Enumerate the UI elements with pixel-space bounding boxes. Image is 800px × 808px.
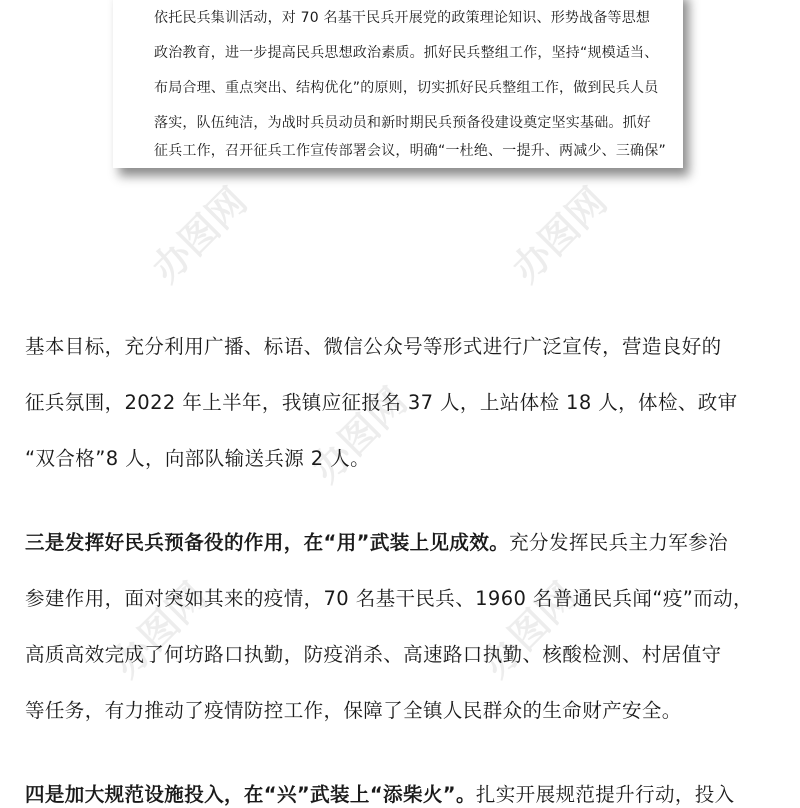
- paragraph-text: 扎实开展规范提升行动，投入: [475, 783, 735, 806]
- paragraph-text: 充分发挥民兵主力军参治: [509, 531, 729, 554]
- card-text-line: 布局合理、重点突出、结构优化”的原则，切实抓好民兵整组工作，做到民兵人员: [154, 80, 659, 96]
- section-heading: 四是加大规范设施投入，在“兴”武装上“添柴火”。: [25, 783, 476, 806]
- paragraph-line: 基本目标，充分利用广播、标语、微信公众号等形式进行广泛宣传，营造良好的: [25, 335, 722, 358]
- paragraph-line: 参建作用，面对突如其来的疫情，70 名基干民兵、1960 名普通民兵闻“疫”而动，: [25, 587, 753, 610]
- paragraph-line: [25, 530, 728, 556]
- watermark: 办图网: [503, 179, 616, 291]
- paragraph-line: 征兵氛围，2022 年上半年，我镇应征报名 37 人，上站体检 18 人，体检、政审: [25, 391, 738, 414]
- card-text-line: 征兵工作，召开征兵工作宣传部署会议，明确“一杜绝、一提升、两减少、三确保”: [154, 143, 666, 159]
- watermark: 办图网: [473, 574, 586, 686]
- document-image-card: [113, 0, 683, 168]
- paragraph-line: “双合格”8 人，向部队输送兵源 2 人。: [25, 447, 371, 470]
- paragraph-line: [25, 782, 735, 808]
- watermark: 办图网: [103, 574, 216, 686]
- watermark: 办图网: [303, 379, 416, 491]
- card-text-line: 依托民兵集训活动，对 70 名基干民兵开展党的政策理论知识、形势战备等思想: [154, 10, 651, 26]
- card-text-line: 落实，队伍纯洁，为战时兵员动员和新时期民兵预备役建设奠定坚实基础。抓好: [154, 115, 651, 131]
- paragraph-line: 等任务，有力推动了疫情防控工作，保障了全镇人民群众的生命财产安全。: [25, 699, 682, 722]
- watermark: 办图网: [143, 179, 256, 291]
- section-heading: 三是发挥好民兵预备役的作用，在“用”武装上见成效。: [25, 531, 510, 554]
- paragraph-line: 高质高效完成了何坊路口执勤，防疫消杀、高速路口执勤、核酸检测、村居值守: [25, 643, 722, 666]
- card-text-line: 政治教育，进一步提高民兵思想政治素质。抓好民兵整组工作，坚持“规模适当、: [154, 45, 659, 61]
